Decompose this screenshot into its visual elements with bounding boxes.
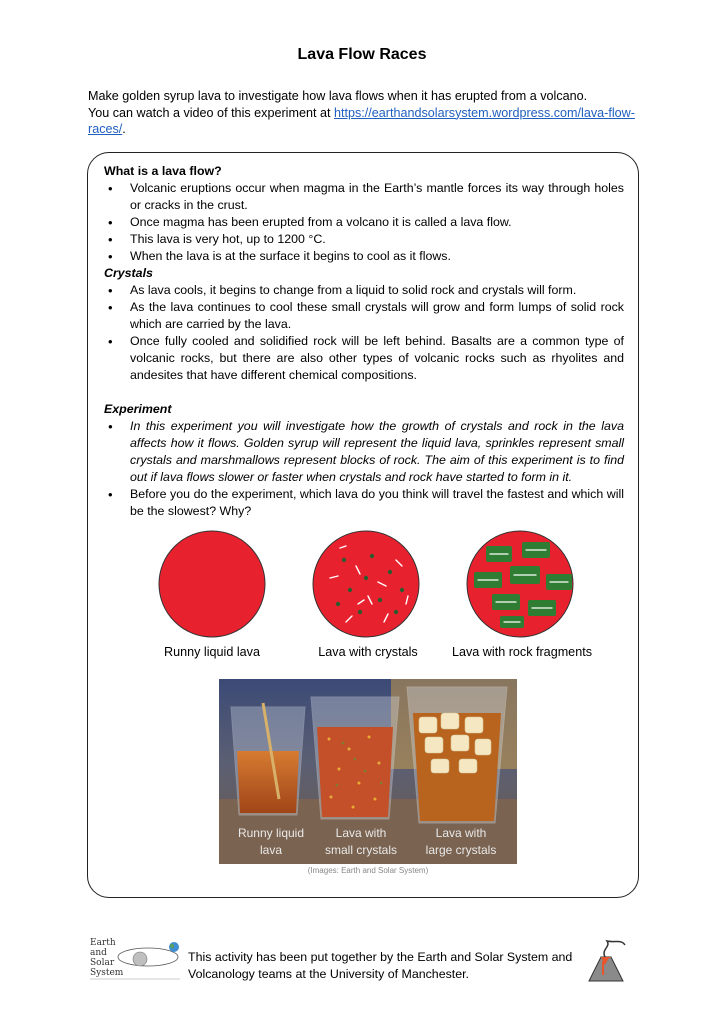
intro-paragraph [88, 88, 648, 138]
info-content [104, 163, 624, 520]
label-crystal-lava: Lava with crystals [318, 645, 418, 659]
label-runny-lava: Runny liquid lava [164, 645, 260, 659]
photo-caption-small-line-2: small crystals [324, 843, 397, 857]
photo-caption-runny-line-1: Runny liquid [237, 826, 305, 840]
footer-line-2: Volcanology teams at the University of Manchester. [188, 967, 469, 981]
list-item: • As the lava continues to cool these small crystals will grow and form lumps of solid rock which are carried by the lava. [104, 299, 624, 333]
experiment-list [104, 418, 624, 520]
intro-line-2 [88, 105, 648, 138]
list-item: • When the lava is at the surface it begins to cool as it flows. [104, 248, 624, 265]
photo-caption-runny [223, 825, 319, 859]
crystals-list [104, 282, 624, 384]
list-item: • Before you do the experiment, which lava do you think will travel the fastest and which will be the slowest? Why? [104, 486, 624, 520]
list-item: • In this experiment you will investigate how the growth of crystals and rock in the lava affects how it flows. Golden syrup will represent the liquid lava, sprinkles represent small crystals and marshmallows represent blocks of rock. The aim of this experiment is to find out if lava flows slower or faster when crystals and rock have started to form in it. [104, 418, 624, 486]
photo-caption-large-crystals [413, 825, 509, 859]
photo-caption-large-line-2: large crystals [425, 843, 497, 857]
list-item: • Volcanic eruptions occur when magma in the Earth’s mantle forces its way through holes or cracks in the crust. [104, 180, 624, 214]
experiment-photo [219, 679, 517, 864]
volcano-icon-graphic [581, 935, 631, 985]
intro-line-1: Make golden syrup lava to investigate how lava flows when it has erupted from a volcano. [88, 89, 588, 103]
lava-flow-list [104, 180, 624, 265]
section-heading-crystals: Crystals [104, 266, 153, 280]
intro-line-2-suffix: . [122, 122, 126, 136]
logo-word-4: System [90, 968, 124, 978]
list-item: • This lava is very hot, up to 1200 °C. [104, 231, 624, 248]
earth-solar-system-logo [88, 935, 184, 981]
footer-credit [188, 949, 578, 983]
section-heading-lava-flow: What is a lava flow? [104, 164, 222, 178]
logo-word-1: Earth [90, 938, 116, 948]
logo-word-3: Solar [90, 958, 115, 968]
photo-credit: (Images: Earth and Solar System) [307, 866, 429, 875]
video-link[interactable]: https://earthandsolarsystem.wordpress.com/lava-flow-races/ [88, 105, 635, 136]
photo-caption-small-crystals [313, 825, 409, 859]
label-rock-lava: Lava with rock fragments [452, 645, 592, 659]
list-item: • Once magma has been erupted from a volcano it is called a lava flow. [104, 214, 624, 231]
logo-word-2: and [90, 948, 107, 958]
section-heading-experiment: Experiment [104, 402, 172, 416]
page-title: Lava Flow Races [297, 46, 427, 63]
intro-line-2-prefix: You can watch a video of this experiment at [88, 105, 334, 120]
photo-caption-small-line-1: Lava with [335, 826, 387, 840]
footer-line-1: This activity has been put together by the Earth and Solar System and [188, 950, 573, 964]
earth-solar-system-logo-graphic [88, 935, 184, 981]
volcano-icon [581, 935, 631, 985]
photo-caption-runny-line-2: lava [259, 843, 282, 857]
photo-caption-large-line-1: Lava with [435, 826, 487, 840]
list-item: • Once fully cooled and solidified rock will be left behind. Basalts are a common type of volcanic rocks, but there are also other types of volcanic rocks such as rhyolites and andesites that have different chemical compositions. [104, 333, 624, 384]
list-item: • As lava cools, it begins to change from a liquid to solid rock and crystals will form. [104, 282, 624, 299]
